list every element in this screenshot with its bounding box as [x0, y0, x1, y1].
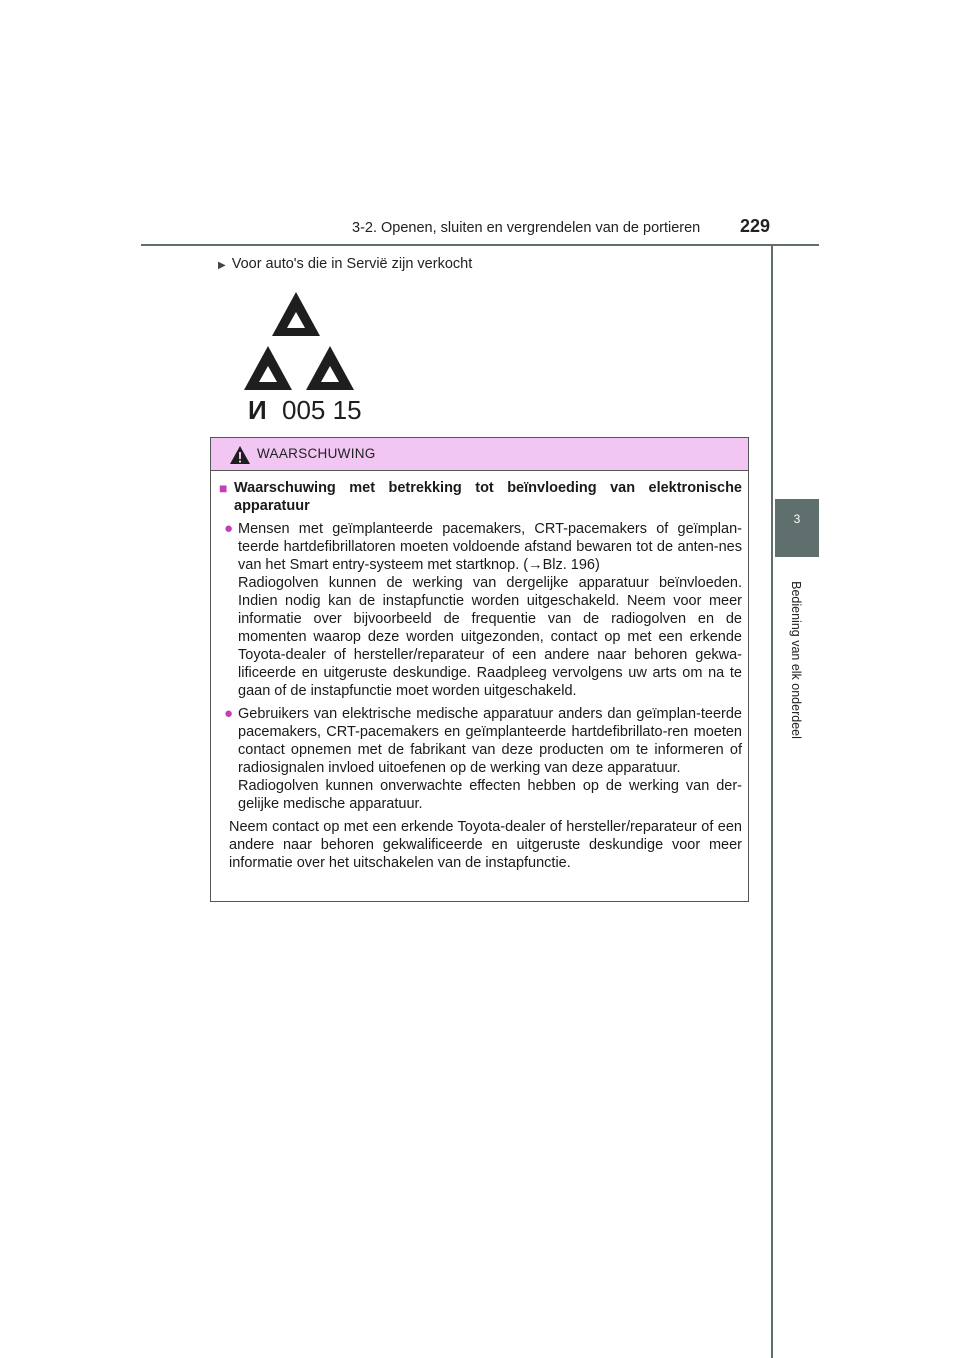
section-header: 3-2. Openen, sluiten en vergrendelen van de portieren	[352, 220, 701, 236]
warning-item-1-paragraph-1: Mensen met geïmplanteerde pacemakers, CRT-pacemakers of geïmplan-teerde hartdefibrillatoren moeten voldoende afstand bewaren tot de anten-nes van het Smart entry-systeem met startknop. (→Blz. 196)	[238, 521, 742, 573]
approval-triangles-icon	[236, 284, 376, 426]
warning-title: WAARSCHUWING	[257, 446, 376, 461]
warning-closing: Neem contact op met een erkende Toyota-dealer of hersteller/reparateur of een andere naar behoren gekwalificeerde en uitgeruste deskundige voor meer informatie over het uitschakelen van de instapfunctie.	[229, 819, 742, 871]
warning-box	[210, 437, 749, 902]
intro-bullet-text: Voor auto's die in Servië zijn verkocht	[231, 256, 473, 272]
circle-bullet-icon: ●	[224, 520, 234, 537]
page-number: 229	[740, 216, 771, 236]
square-bullet-icon: ■	[219, 480, 228, 496]
warning-icon	[229, 445, 251, 465]
warning-item-2	[219, 705, 742, 813]
warning-item-2-paragraph-1: Gebruikers van elektrische medische apparatuur anders dan geïmplan-teerde pacemakers, CRT-pacemakers en geïmplanteerde hartdefibrillato-ren moeten contact opnemen met de fabrikant van deze producten om te informeren of radiosignalen invloed uitoefenen op de werking van deze apparatuur.	[238, 706, 742, 776]
triangle-bullet-icon: ▶	[218, 260, 226, 271]
warning-heading	[219, 479, 742, 515]
side-divider	[771, 246, 773, 1358]
warning-item-1	[219, 520, 742, 700]
approval-code-number: 005 15	[282, 395, 362, 425]
circle-bullet-icon: ●	[224, 705, 234, 722]
header-divider	[141, 244, 819, 246]
warning-body	[211, 471, 748, 872]
warning-item-1-paragraph-2: Radiogolven kunnen de werking van dergelijke apparatuur beïnvloeden. Indien nodig kan de instapfunctie worden uitgeschakeld. Neem voor meer informatie over bijvoorbeeld de frequentie van de radiogolven en de momenten waarop deze worden uitgezonden, contact op met een erkende Toyota-dealer of hersteller/reparateur of een andere naar behoren gekwa-lificeerde en uitgeruste deskundige. Raadpleeg vervolgens uw arts om na te gaan of de instapfunctie moet worden uitgeschakeld.	[238, 575, 742, 699]
chapter-title: Bediening van elk onderdeel	[789, 581, 803, 739]
warning-item-2-paragraph-2: Radiogolven kunnen onverwachte effecten hebben op de werking van der-gelijke medische apparatuur.	[238, 778, 742, 812]
warning-header	[211, 438, 748, 471]
warning-heading-text: Waarschuwing met betrekking tot beïnvloeding van elektronische apparatuur	[234, 480, 742, 514]
chapter-tab: 3	[775, 499, 819, 557]
approval-code-letter: И	[248, 395, 267, 425]
approval-mark	[236, 284, 376, 426]
intro-bullet	[218, 256, 472, 272]
